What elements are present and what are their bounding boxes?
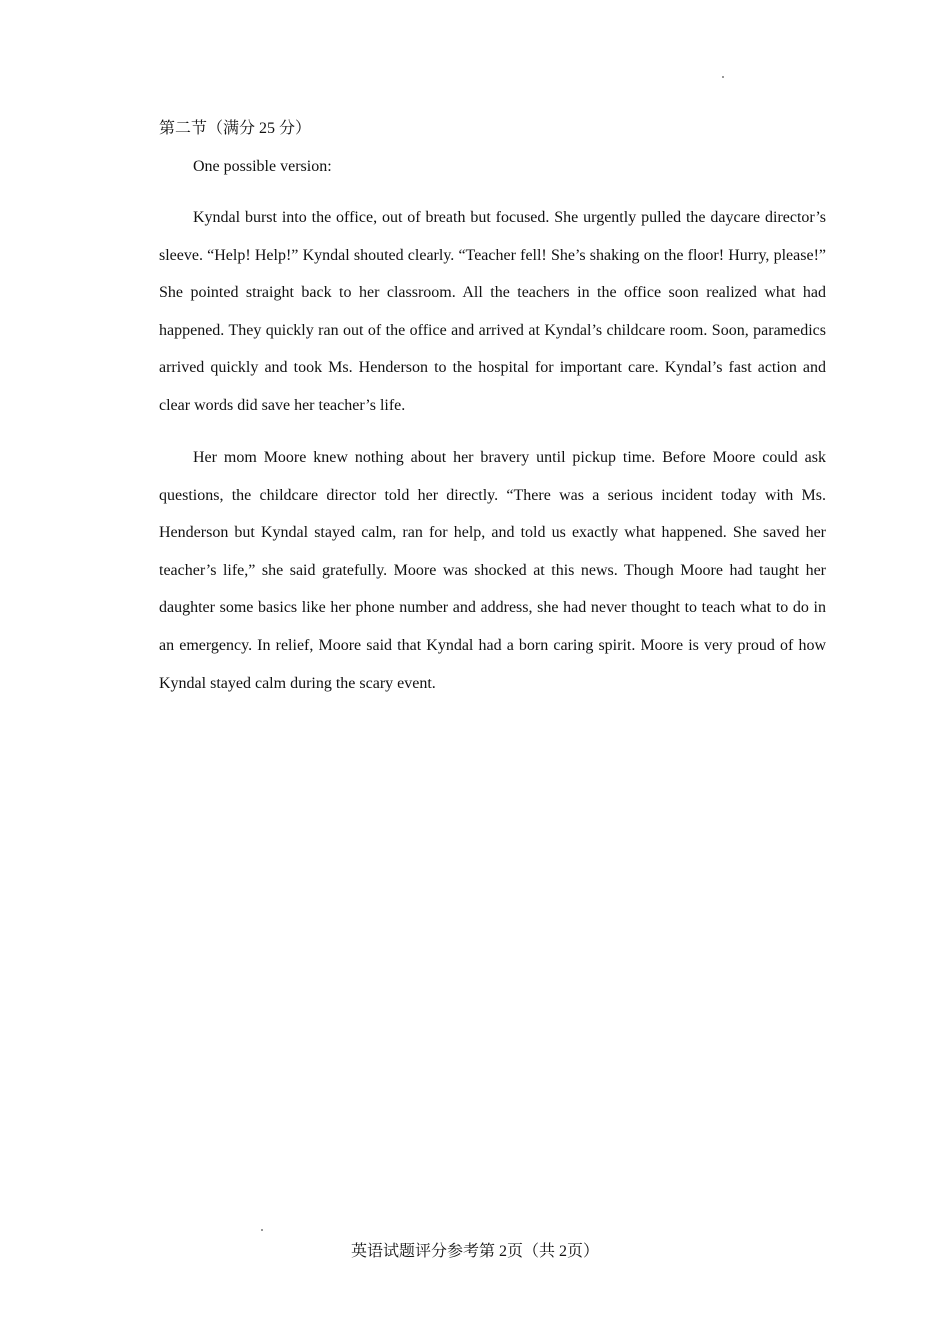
page-footer: 英语试题评分参考第 2页（共 2页） <box>350 1243 599 1260</box>
essay-paragraph-1: Kyndal burst into the office, out of breath but focused. She urgently pulled the daycare director’s sleeve. “Help! Help!” Kyndal shouted clearly. “Teacher fell! She’s shaking on the floor! Hurry, please!” She pointed straight back to her classroom. All the teachers in the office soon realized what had happened. They quickly ran out of the office and arrived at Kyndal’s childcare room. Soon, paramedics arrived quickly and took Ms. Henderson to the hospital for important care. Kyndal’s fast action and clear words did save her teacher’s life. <box>159 209 826 414</box>
scan-mark <box>261 1229 263 1231</box>
answer-intro: One possible version: <box>193 158 332 175</box>
essay-body <box>159 199 826 717</box>
section-heading: 第二节（满分 25 分） <box>159 120 312 137</box>
essay-paragraph-2: Her mom Moore knew nothing about her bravery until pickup time. Before Moore could ask questions, the childcare director told her directly. “There was a serious incident today with Ms. Henderson but Kyndal stayed calm, ran for help, and told us exactly what happened. She saved her teacher’s life,” she said gratefully. Moore was shocked at this news. Though Moore had taught her daughter some basics like her phone number and address, she had never thought to teach what to do in an emergency. In relief, Moore said that Kyndal had a born caring spirit. Moore is very proud of how Kyndal stayed calm during the scary event. <box>159 449 826 692</box>
scan-mark <box>722 76 724 78</box>
